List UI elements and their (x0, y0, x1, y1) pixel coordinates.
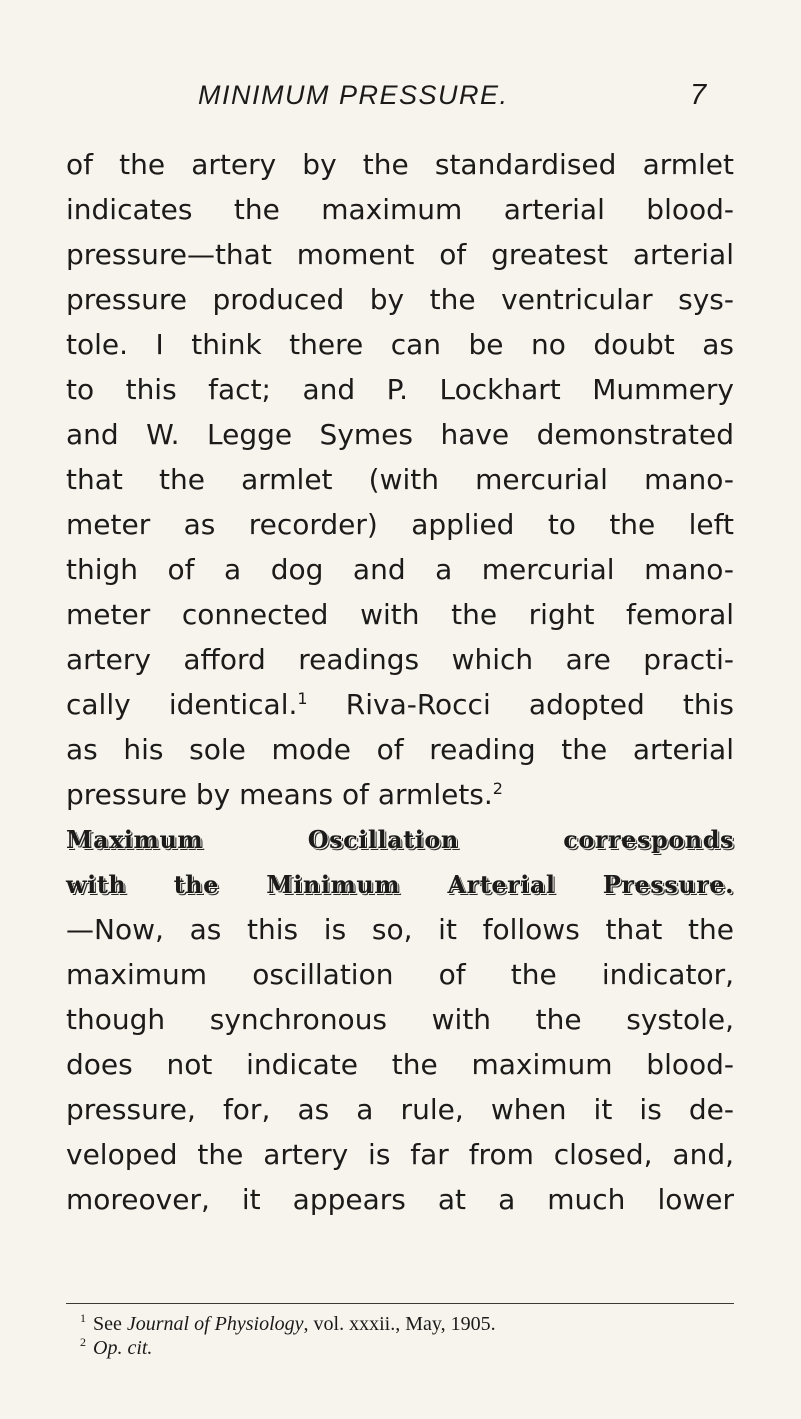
text-line: —Now, as this is so, it follows that the (66, 913, 734, 946)
text-line: as his sole mode of reading the arterial (66, 733, 734, 766)
section-heading: with the Minimum Arterial Pressure. (66, 870, 734, 899)
section-heading: Maximum Oscillation corresponds (66, 825, 734, 854)
footnote (66, 1312, 734, 1336)
footnote-text: Op. cit. (93, 1337, 153, 1359)
text-line: and W. Legge Symes have demonstrated (66, 418, 734, 451)
footnote (66, 1336, 734, 1360)
running-head (0, 78, 801, 118)
text-line (66, 682, 734, 727)
text-line: artery afford readings which are practi- (66, 643, 734, 676)
text-line: maximum oscillation of the indicator, (66, 958, 734, 991)
text-line: pressure produced by the ventricular sys- (66, 283, 734, 316)
text-line: though synchronous with the systole, (66, 1003, 734, 1036)
text-line: pressure—that moment of greatest arterial (66, 238, 734, 271)
text-line: to this fact; and P. Lockhart Mummery (66, 373, 734, 406)
body-text (66, 142, 734, 1222)
footnote-mark: 2 (80, 1335, 86, 1349)
footnote-text: See (93, 1313, 127, 1335)
text-line: moreover, it appears at a much lower (66, 1183, 734, 1216)
text-fragment: Riva-Rocci adopted this (307, 688, 734, 721)
footnote-mark: 1 (80, 1311, 86, 1325)
journal-title: Journal of Physiology (126, 1313, 304, 1335)
text-line: thigh of a dog and a mercurial mano- (66, 553, 734, 586)
text-fragment: cally identical. (66, 688, 298, 721)
text-line: pressure, for, as a rule, when it is de- (66, 1093, 734, 1126)
footnotes (66, 1312, 734, 1360)
text-line: does not indicate the maximum blood- (66, 1048, 734, 1081)
footnote-divider (66, 1303, 734, 1304)
running-title: MINIMUM PRESSURE. (198, 80, 509, 110)
text-line: indicates the maximum arterial blood- (66, 193, 734, 226)
text-fragment: pressure by means of armlets. (66, 778, 493, 811)
text-line (66, 772, 734, 817)
text-line: meter as recorder) applied to the left (66, 508, 734, 541)
page-number: 7 (690, 79, 707, 111)
footnote-ref: 1 (297, 689, 308, 708)
text-line: tole. I think there can be no doubt as (66, 328, 734, 361)
footnote-text: , vol. xxxii., May, 1905. (303, 1313, 496, 1335)
text-line: that the armlet (with mercurial mano- (66, 463, 734, 496)
text-line: meter connected with the right femoral (66, 598, 734, 631)
text-line: of the artery by the standardised armlet (66, 148, 734, 181)
footnote-ref: 2 (492, 779, 503, 798)
text-line: veloped the artery is far from closed, and, (66, 1138, 734, 1171)
